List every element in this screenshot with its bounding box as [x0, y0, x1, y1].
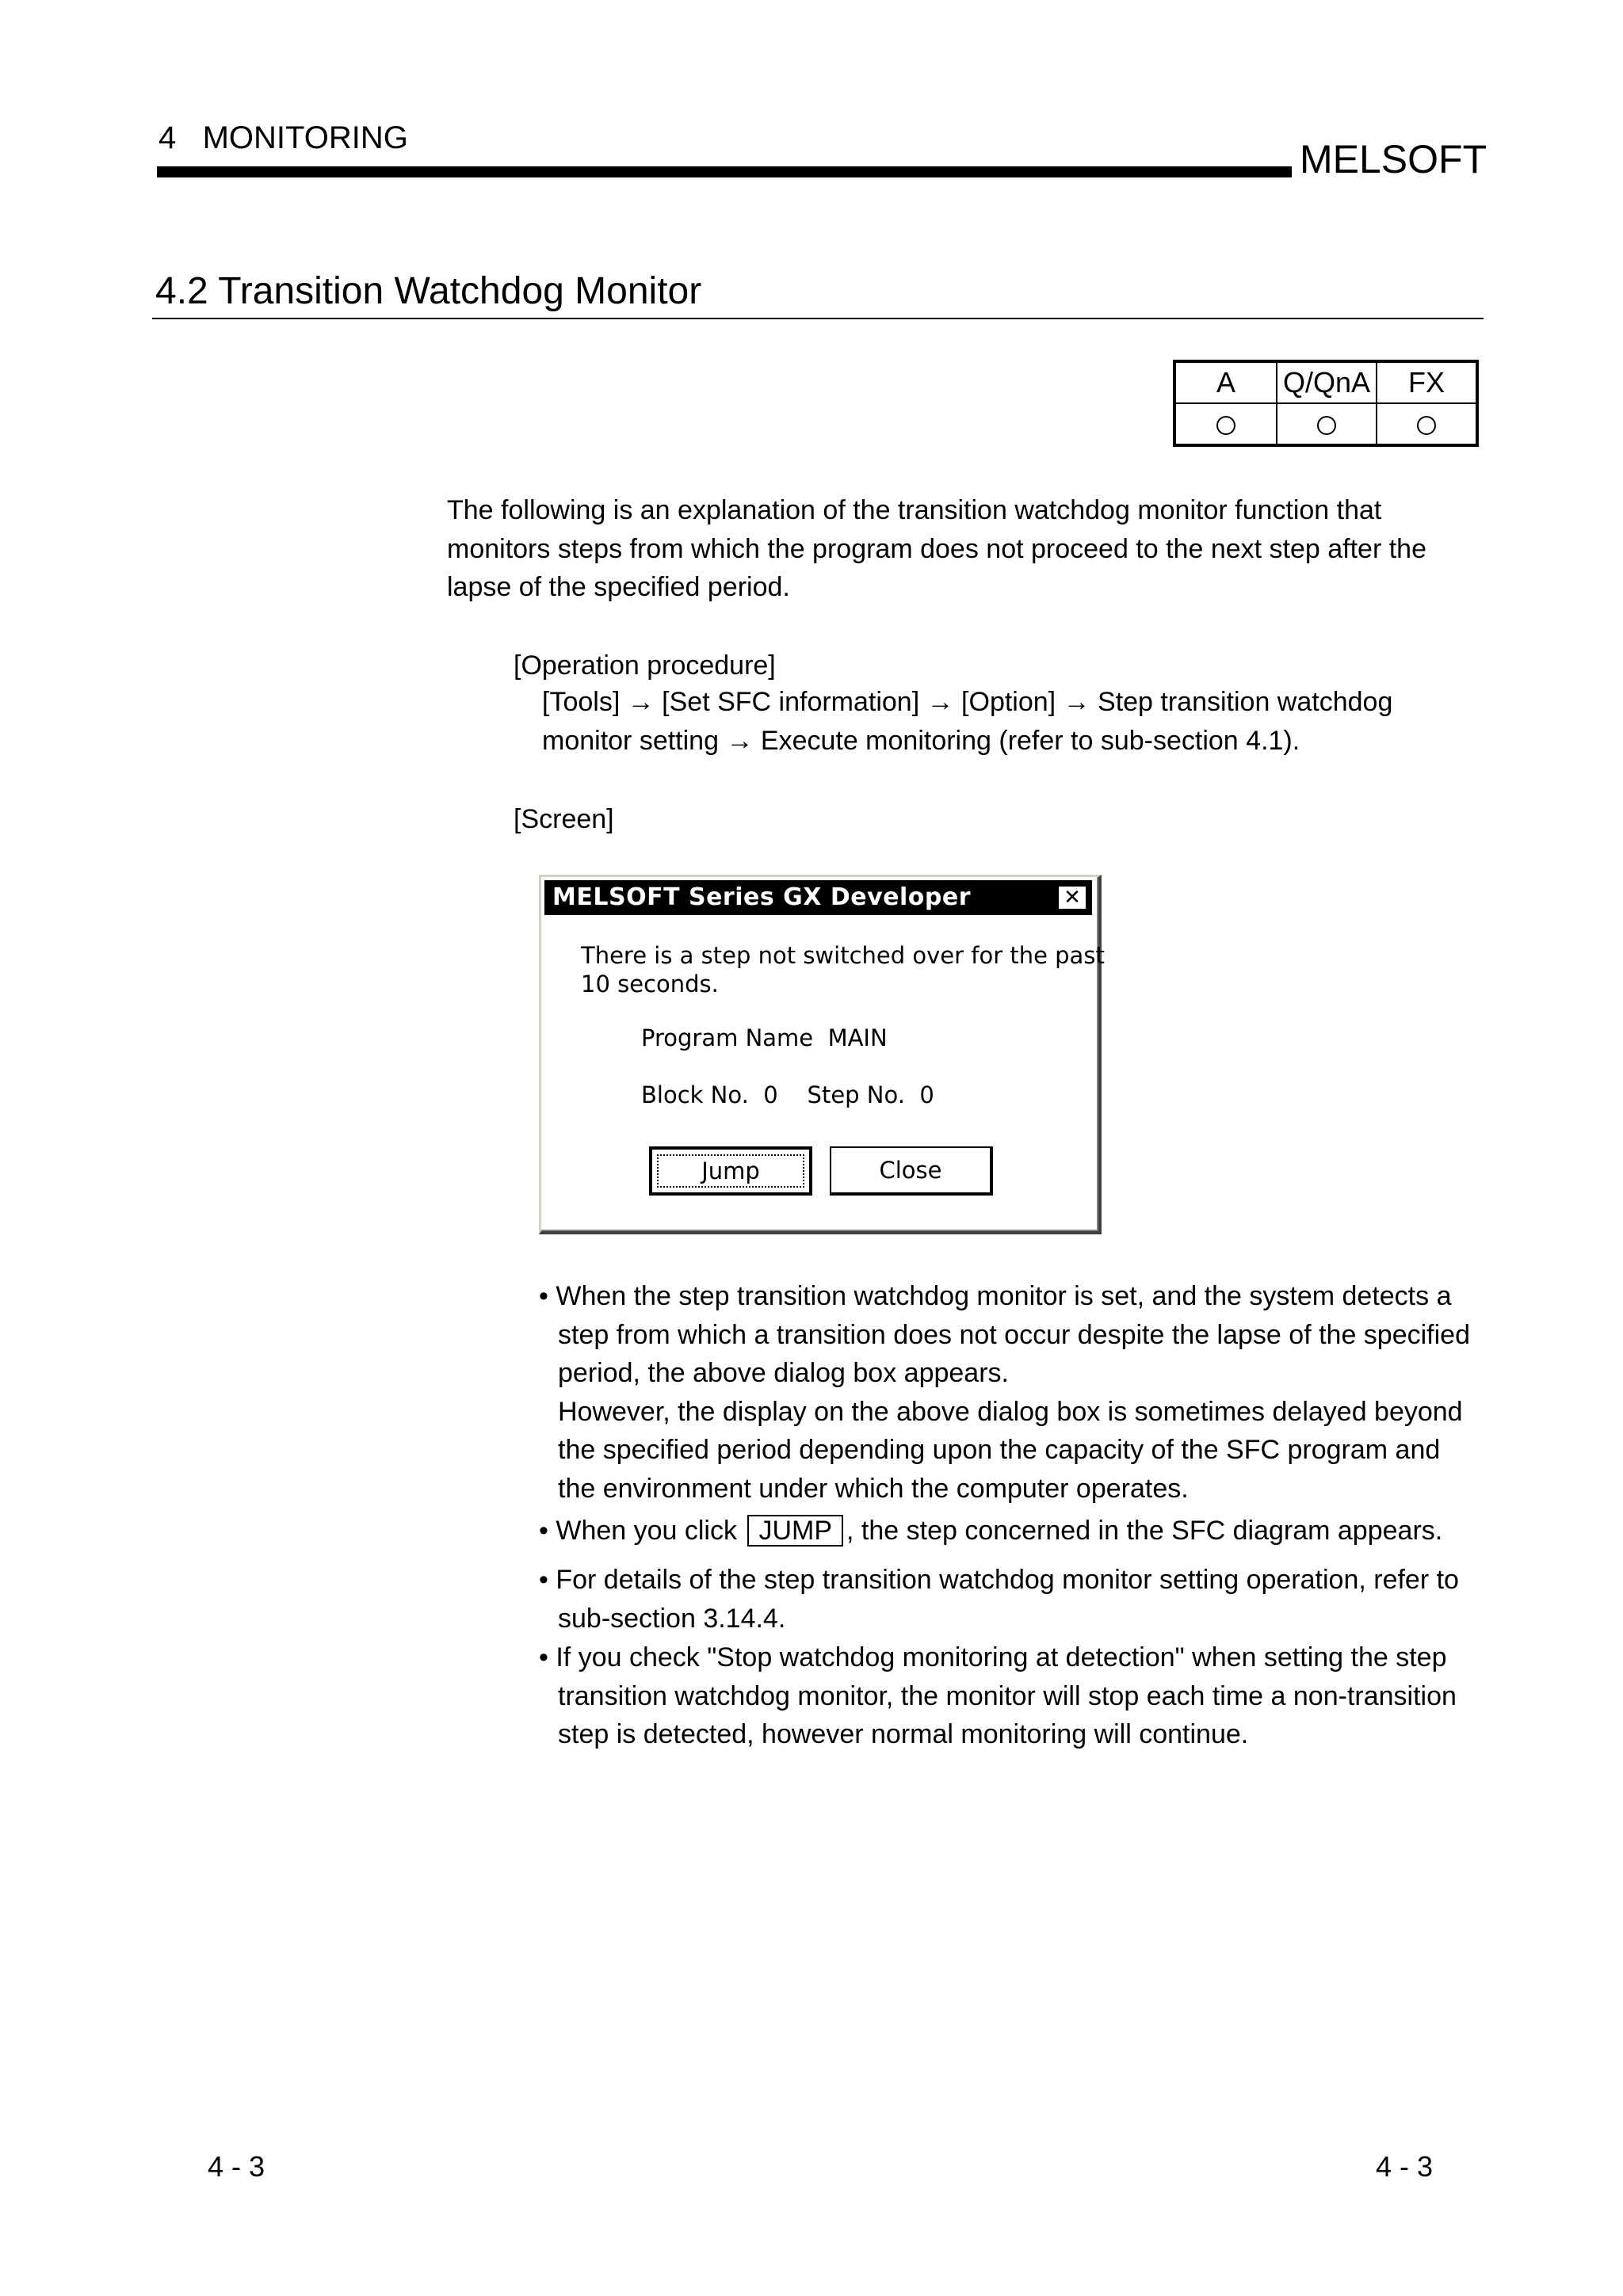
dialog-message-line-2: 10 seconds. [581, 971, 719, 997]
brand-name: MELSOFT [1300, 137, 1487, 181]
bullet-line: the specified period depending upon the capacity of the SFC program and [558, 1435, 1441, 1465]
compat-mark-a [1174, 403, 1277, 445]
compat-header-fx: FX [1377, 361, 1477, 403]
dialog-block-step: Block No. 0 Step No. 0 [641, 1081, 934, 1108]
bullet-line: transition watchdog monitor, the monitor will stop each time a non-transition [558, 1680, 1457, 1711]
close-button[interactable] [830, 1146, 993, 1196]
circle-icon [1417, 416, 1436, 435]
bullet-line: the environment under which the computer operates. [558, 1473, 1189, 1504]
operation-line-1: [Tools] → [Set SFC information] → [Option] → Step transition watchdog [542, 687, 1393, 717]
compatibility-mark-row [1174, 403, 1477, 445]
dialog-title: MELSOFT Series GX Developer [552, 883, 972, 911]
intro-paragraph: The following is an explanation of the transition watchdog monitor function that monitors steps from which the program does not proceed to the next step after the lapse of the specified period. [447, 495, 1426, 602]
chapter-title: 4 MONITORING [158, 120, 408, 155]
bullet-stop-monitoring [539, 1638, 1490, 1754]
bullet-line: • For details of the step transition watchdog monitor setting operation, refer to [539, 1565, 1459, 1595]
bullet-line: • If you check "Stop watchdog monitoring at detection" when setting the step [539, 1642, 1447, 1672]
bullet-line: • When the step transition watchdog monitor is set, and the system detects a [539, 1281, 1452, 1311]
bullet-jump-suffix: , the step concerned in the SFC diagram appears. [846, 1516, 1443, 1546]
jump-key-label: JUMP [747, 1515, 843, 1547]
compatibility-header-row [1174, 361, 1477, 403]
circle-icon [1317, 416, 1336, 435]
bullet-line: step from which a transition does not occur despite the lapse of the specified [558, 1319, 1470, 1350]
page-number-right: 4 - 3 [1376, 2150, 1434, 2183]
bullet-line: step is detected, however normal monitoring will continue. [558, 1719, 1249, 1749]
section-title: 4.2 Transition Watchdog Monitor [155, 270, 702, 312]
bullet-setting-reference [539, 1561, 1490, 1638]
page-number-left: 4 - 3 [208, 2150, 265, 2183]
operation-line-2: monitor setting → Execute monitoring (refer to sub-section 4.1). [542, 726, 1300, 756]
dialog-program-name: Program Name MAIN [641, 1024, 888, 1051]
bullet-jump [539, 1512, 1490, 1550]
focus-rectangle [657, 1154, 804, 1188]
compat-header-a: A [1174, 361, 1277, 403]
operation-heading: [Operation procedure] [514, 650, 776, 681]
compat-mark-qnqa [1277, 403, 1377, 445]
circle-icon [1216, 416, 1235, 435]
bullet-line: period, the above dialog box appears. [558, 1358, 1009, 1388]
close-icon[interactable]: ✕ [1057, 885, 1087, 910]
bullet-dialog-behavior [539, 1277, 1490, 1508]
compat-header-qnqa: Q/QnA [1277, 361, 1377, 403]
close-button-label: Close [879, 1157, 942, 1184]
compat-mark-fx [1377, 403, 1477, 445]
section-rule [152, 318, 1484, 319]
bullet-jump-prefix: • When you click [539, 1516, 737, 1546]
watchdog-dialog [539, 875, 1105, 1234]
jump-button-label: Jump [701, 1158, 760, 1184]
dialog-message-line-1: There is a step not switched over for the past [581, 942, 1105, 969]
dialog-titlebar [544, 880, 1092, 915]
bullet-line: sub-section 3.14.4. [558, 1603, 786, 1634]
bullet-line: However, the display on the above dialog box is sometimes delayed beyond [558, 1396, 1463, 1427]
screen-heading: [Screen] [514, 804, 614, 834]
compatibility-table [1173, 360, 1479, 447]
header-rule [157, 166, 1292, 177]
jump-button[interactable] [649, 1146, 812, 1196]
